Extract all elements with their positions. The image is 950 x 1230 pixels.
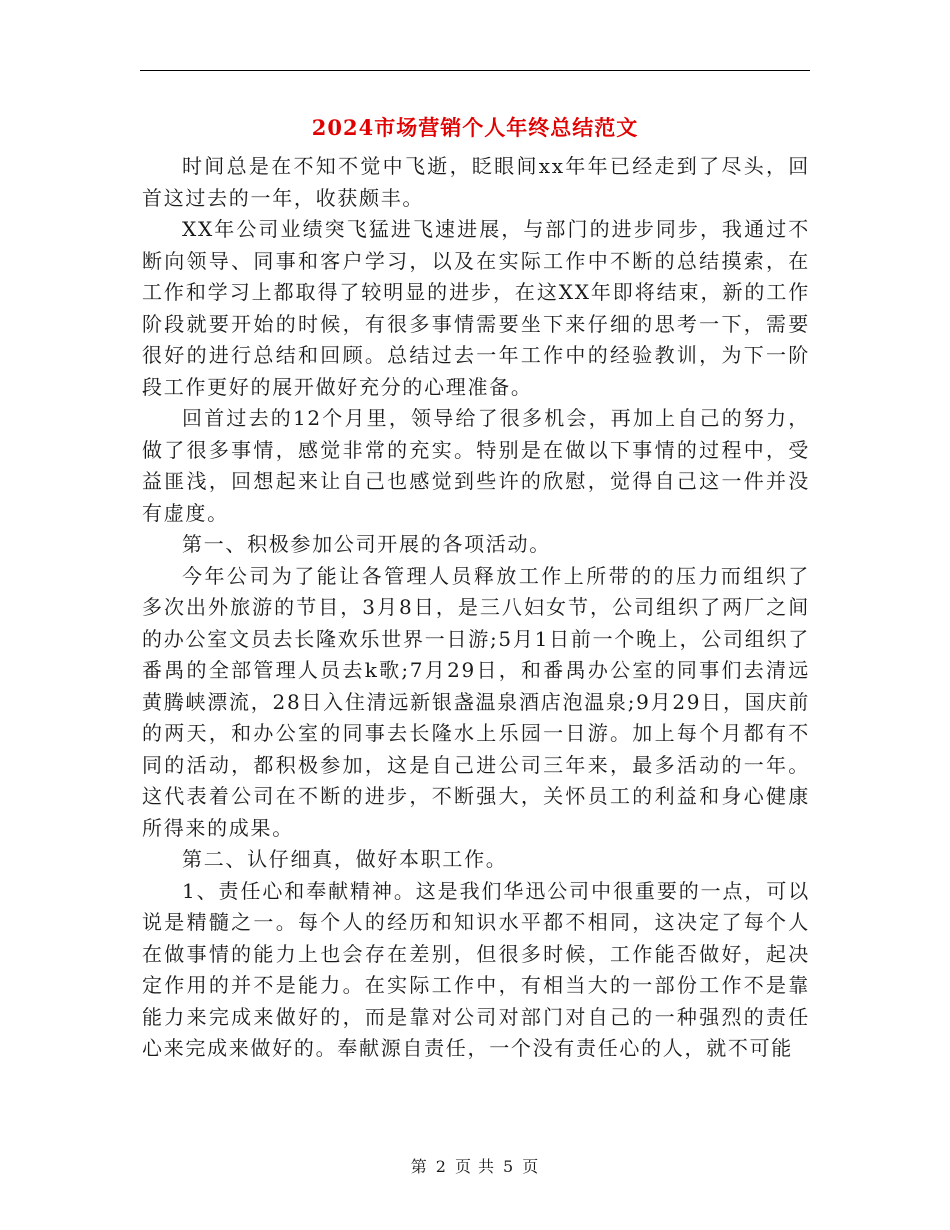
header-rule [140, 70, 810, 71]
paragraph-progress: XX年公司业绩突飞猛进飞速进展，与部门的进步同步，我通过不断向领导、同事和客户学习，以及在实际工作中不断的总结摸索，在工作和学习上都取得了较明显的进步，在这XX年即将结束，新的工作阶段就要开始的时候，有很多事情需要坐下来仔细的思考一下，需要很好的进行总结和回顾。总结过去一年工作中的经验教训，为下一阶段工作更好的展开做好充分的心理准备。 [142, 217, 810, 399]
paragraph-review: 回首过去的12个月里，领导给了很多机会，再加上自己的努力，做了很多事情，感觉非常的充实。特别是在做以下事情的过程中，受益匪浅，回想起来让自己也感觉到些许的欣慰，觉得自己这一件并没有虚度。 [142, 406, 810, 525]
footer-total-pages: 5 [503, 1157, 515, 1176]
footer-middle: 页 共 [454, 1157, 496, 1176]
paragraph-responsibility: 1、责任心和奉献精神。这是我们华迅公司中很重要的一点，可以说是精髓之一。每个人的经历和知识水平都不相同，这决定了每个人在做事情的能力上也会存在差别，但很多时候，工作能否做好，起决定作用的并不是能力。在实际工作中，有相当大的一部份工作不是靠能力来完成来做好的，而是靠对公司对部门对自己的一种强烈的责任心来完成来做好的。奉献源自责任，一个没有责任心的人，就不可能 [142, 878, 810, 1060]
section-heading-1: 第一、积极参加公司开展的各项活动。 [182, 532, 551, 556]
footer-page-number: 2 [435, 1157, 447, 1176]
section-heading-2: 第二、认仔细真，做好本职工作。 [182, 847, 508, 871]
paragraph-activities: 今年公司为了能让各管理人员释放工作上所带的的压力而组织了多次出外旅游的节目，3月8日，是三八妇女节，公司组织了两厂之间的办公室文员去长隆欢乐世界一日游;5月1日前一个晚上，公司组织了番禺的全部管理人员去k歌;7月29日，和番禺办公室的同事们去清远黄腾峡漂流，28日入住清远新银盏温泉酒店泡温泉;9月29日，国庆前的两天，和办公室的同事去长隆水上乐园一日游。加上每个月都有不同的活动，都积极参加，这是自己进公司三年来，最多活动的一年。这代表着公司在不断的进步，不断强大，关怀员工的利益和身心健康所得来的成果。 [142, 563, 810, 840]
document-title: 2024市场营销个人年终总结范文 [311, 115, 639, 140]
paragraph-intro: 时间总是在不知不觉中飞逝，眨眼间xx年年已经走到了尽头，回首这过去的一年，收获颇丰。 [142, 154, 810, 210]
page-footer [0, 1154, 950, 1177]
footer-prefix: 第 [410, 1157, 428, 1176]
document-body [142, 151, 810, 1065]
footer-suffix: 页 [522, 1157, 540, 1176]
